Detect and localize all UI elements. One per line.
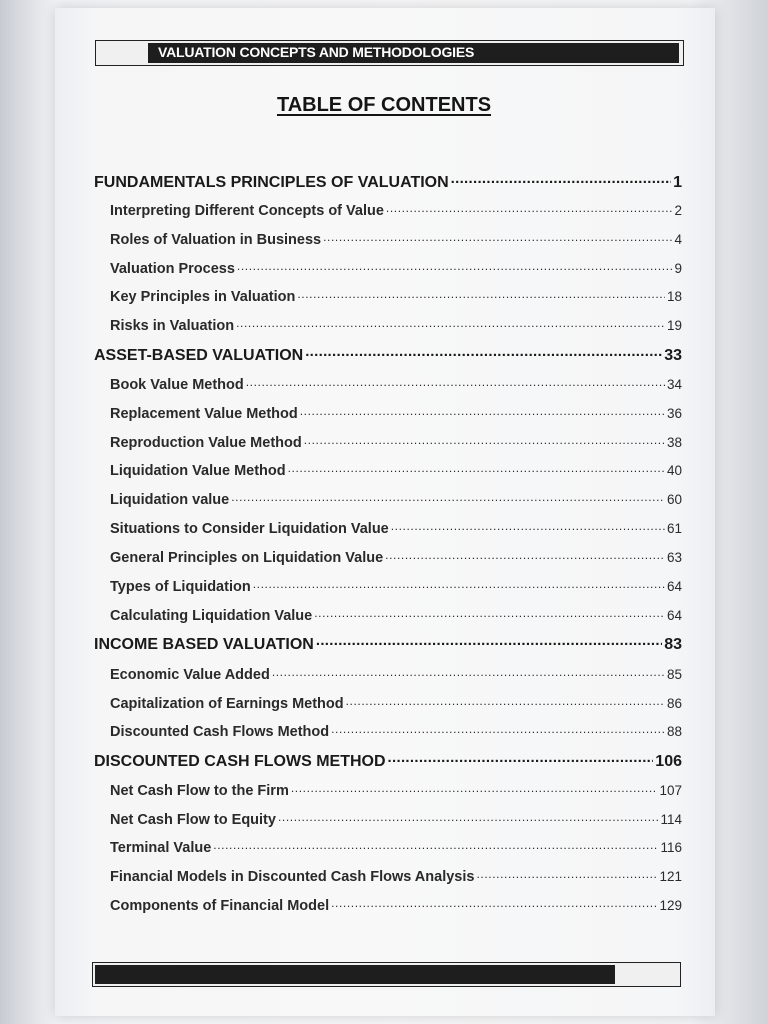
toc-entry-page-number: 4 (674, 231, 682, 247)
toc-entry-label: Valuation Process (110, 260, 235, 277)
toc-entry-page-number: 83 (664, 636, 682, 653)
dot-leader (476, 866, 657, 881)
toc-entry-page-number: 19 (666, 317, 682, 333)
toc-subsection-entry (110, 432, 682, 451)
dot-leader (291, 780, 658, 795)
toc-subsection-entry (110, 286, 682, 305)
dot-leader (346, 693, 665, 708)
toc-entry-label: Situations to Consider Liquidation Value (110, 520, 389, 537)
toc-subsection-entry (110, 258, 682, 277)
toc-entry-page-number: 64 (666, 607, 682, 623)
toc-entry-page-number: 129 (659, 897, 682, 913)
toc-entry-label: Types of Liquidation (110, 578, 251, 595)
toc-entry-page-number: 34 (666, 376, 682, 392)
dot-leader (297, 286, 665, 301)
dot-leader (246, 374, 665, 389)
toc-entry-page-number: 121 (659, 868, 682, 884)
toc-entry-label: Replacement Value Method (110, 405, 298, 422)
dot-leader (323, 229, 672, 244)
toc-entry-page-number: 88 (666, 723, 682, 739)
dot-leader (331, 895, 657, 910)
toc-entry-label: Liquidation Value Method (110, 462, 286, 479)
toc-entry-page-number: 106 (655, 753, 682, 770)
toc-subsection-entry (110, 809, 682, 828)
toc-section-entry (94, 633, 682, 654)
toc-entry-label: Terminal Value (110, 839, 212, 856)
toc-subsection-entry (110, 403, 682, 422)
toc-entry-label: Roles of Valuation in Business (110, 231, 322, 248)
toc-entry-label: Interpreting Different Concepts of Value (110, 202, 384, 219)
footer-dark-band (95, 965, 615, 984)
toc-entry-page-number: 114 (660, 811, 682, 827)
toc-subsection-entry (110, 895, 682, 914)
toc-subsection-entry (110, 518, 682, 537)
toc-subsection-entry (110, 605, 682, 624)
toc-subsection-entry (110, 547, 682, 566)
dot-leader (451, 171, 671, 187)
toc-entry-label: Liquidation value (110, 491, 230, 508)
toc-entry-page-number: 38 (666, 434, 682, 450)
dot-leader (213, 837, 658, 852)
dot-leader (304, 432, 665, 447)
dot-leader (314, 605, 665, 620)
toc-heading: TABLE OF CONTENTS (276, 94, 492, 116)
toc-subsection-entry (110, 229, 682, 248)
toc-section-entry (94, 171, 682, 192)
toc-subsection-entry (110, 721, 682, 740)
dot-leader (272, 664, 665, 679)
dot-leader (316, 633, 662, 649)
toc-entry-page-number: 86 (666, 695, 682, 711)
toc-entry-label: Discounted Cash Flows Method (110, 723, 330, 740)
toc-entry-page-number: 18 (666, 288, 682, 304)
toc-subsection-entry (110, 460, 682, 479)
toc-entry-label: Capitalization of Earnings Method (110, 695, 344, 712)
dot-leader (288, 460, 665, 475)
toc-entry-label: ASSET-BASED VALUATION (94, 347, 304, 364)
toc-entry-label: Net Cash Flow to the Firm (110, 782, 289, 799)
dot-leader (278, 809, 659, 824)
toc-entry-page-number: 60 (666, 491, 682, 507)
toc-entry-page-number: 2 (674, 202, 682, 218)
toc-entry-page-number: 63 (666, 549, 682, 565)
toc-entry-page-number: 9 (674, 260, 682, 276)
dot-leader (385, 547, 665, 562)
toc-entry-label: Financial Models in Discounted Cash Flows Analysis (110, 868, 475, 885)
toc-entry-label: Reproduction Value Method (110, 434, 302, 451)
toc-entry-label: Components of Financial Model (110, 897, 330, 914)
toc-entry-page-number: 33 (664, 347, 682, 364)
toc-section-entry (94, 344, 682, 365)
toc-entry-page-number: 116 (660, 839, 682, 855)
dot-leader (236, 315, 665, 330)
toc-subsection-entry (110, 693, 682, 712)
dot-leader (388, 750, 654, 766)
toc-subsection-entry (110, 576, 682, 595)
dot-leader (331, 721, 665, 736)
toc-entry-page-number: 40 (666, 462, 682, 478)
toc-entry-label: Book Value Method (110, 376, 244, 393)
toc-entry-page-number: 64 (666, 578, 682, 594)
dot-leader (305, 344, 662, 360)
toc-entry-label: Risks in Valuation (110, 317, 235, 334)
toc-entry-page-number: 85 (666, 666, 682, 682)
dot-leader (237, 258, 673, 273)
toc-entry-label: Net Cash Flow to Equity (110, 811, 276, 828)
toc-entry-page-number: 1 (673, 174, 682, 191)
toc-subsection-entry (110, 664, 682, 683)
toc-subsection-entry (110, 866, 682, 885)
toc-entry-label: Key Principles in Valuation (110, 288, 296, 305)
toc-subsection-entry (110, 489, 682, 508)
toc-entry-page-number: 61 (666, 520, 682, 536)
toc-subsection-entry (110, 780, 682, 799)
toc-subsection-entry (110, 315, 682, 334)
header-title: VALUATION CONCEPTS AND METHODOLOGIES (158, 44, 475, 60)
running-footer (92, 962, 681, 987)
toc-subsection-entry (110, 374, 682, 393)
toc-entry-label: Calculating Liquidation Value (110, 607, 313, 624)
dot-leader (386, 200, 673, 215)
dot-leader (300, 403, 665, 418)
toc-entry-label: FUNDAMENTALS PRINCIPLES OF VALUATION (94, 174, 449, 191)
toc-entry-page-number: 36 (666, 405, 682, 421)
toc-subsection-entry (110, 200, 682, 219)
dot-leader (391, 518, 665, 533)
toc-subsection-entry (110, 837, 682, 856)
dot-leader (231, 489, 665, 504)
toc-entry-label: INCOME BASED VALUATION (94, 636, 314, 653)
toc-entry-label: Economic Value Added (110, 666, 270, 683)
dot-leader (253, 576, 665, 591)
toc-entry-label: DISCOUNTED CASH FLOWS METHOD (94, 753, 386, 770)
toc-section-entry (94, 750, 682, 771)
toc-entry-page-number: 107 (659, 782, 682, 798)
toc-entry-label: General Principles on Liquidation Value (110, 549, 384, 566)
